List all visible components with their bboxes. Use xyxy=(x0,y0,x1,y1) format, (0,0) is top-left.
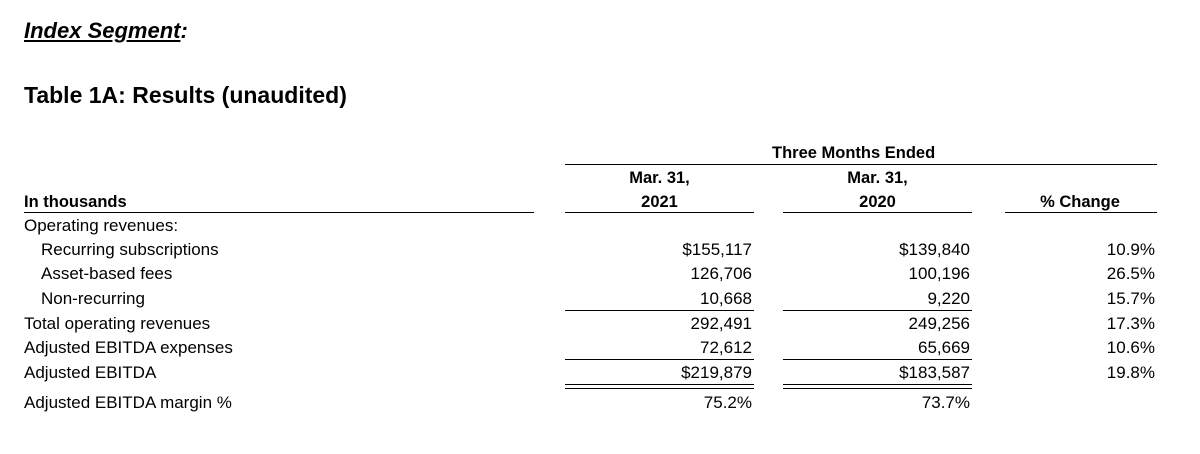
cell-2020-ebitda-margin: 73.7% xyxy=(921,393,970,412)
col-2021-header-line1: Mar. 31, xyxy=(629,169,690,187)
cell-2021-ebitda-expenses: 72,612 xyxy=(700,338,752,357)
label-header-rule xyxy=(24,212,534,213)
cell-2020-total-revenues: 249,256 xyxy=(908,314,970,333)
label-col-header: In thousands xyxy=(24,193,127,211)
cell-2020-non-recurring: 9,220 xyxy=(927,289,970,308)
col-2020-header-line1: Mar. 31, xyxy=(847,169,908,187)
segment-title xyxy=(24,18,188,44)
ebitda-rule-2021 xyxy=(565,359,754,360)
period-group-header: Three Months Ended xyxy=(772,144,936,162)
cell-change-asset-based: 26.5% xyxy=(1106,264,1155,283)
col-change-header-rule xyxy=(1005,212,1157,213)
cell-2020-recurring: $139,840 xyxy=(899,240,970,259)
row-label-recurring-subscriptions: Recurring subscriptions xyxy=(41,240,219,259)
cell-2021-ebitda-margin: 75.2% xyxy=(703,393,752,412)
row-label-adjusted-ebitda: Adjusted EBITDA xyxy=(24,363,157,382)
cell-change-total-revenues: 17.3% xyxy=(1106,314,1155,333)
double-rule-bottom-2020 xyxy=(783,388,972,389)
double-rule-top-2020 xyxy=(783,384,972,385)
row-label-operating-revenues: Operating revenues: xyxy=(24,216,179,235)
period-group-rule xyxy=(565,164,1157,165)
cell-2021-asset-based: 126,706 xyxy=(690,264,752,283)
ebitda-rule-2020 xyxy=(783,359,972,360)
col-2021-header-line2: 2021 xyxy=(641,193,678,211)
row-label-adjusted-ebitda-expenses: Adjusted EBITDA expenses xyxy=(24,338,233,357)
segment-title-text: Index Segment xyxy=(24,18,181,43)
cell-change-non-recurring: 15.7% xyxy=(1106,289,1155,308)
double-rule-top-2021 xyxy=(565,384,754,385)
col-2021-header-rule xyxy=(565,212,754,213)
cell-change-ebitda: 19.8% xyxy=(1106,363,1155,382)
cell-2020-asset-based: 100,196 xyxy=(908,264,970,283)
row-label-adjusted-ebitda-margin: Adjusted EBITDA margin % xyxy=(24,393,232,412)
double-rule-bottom-2021 xyxy=(565,388,754,389)
subtotal-rule-2020 xyxy=(783,310,972,311)
col-change-header: % Change xyxy=(1040,193,1120,211)
cell-2021-recurring: $155,117 xyxy=(682,240,752,259)
cell-2021-non-recurring: 10,668 xyxy=(700,289,752,308)
cell-change-recurring: 10.9% xyxy=(1106,240,1155,259)
segment-title-colon: : xyxy=(180,18,188,43)
cell-2021-ebitda: $219,879 xyxy=(681,363,752,382)
cell-2021-total-revenues: 292,491 xyxy=(690,314,752,333)
col-2020-header-rule xyxy=(783,212,972,213)
row-label-non-recurring: Non-recurring xyxy=(41,289,145,308)
table-title: Table 1A: Results (unaudited) xyxy=(24,82,347,108)
row-label-asset-based-fees: Asset-based fees xyxy=(41,264,173,283)
col-2020-header-line2: 2020 xyxy=(859,193,896,211)
cell-2020-ebitda-expenses: 65,669 xyxy=(918,338,970,357)
cell-change-ebitda-expenses: 10.6% xyxy=(1106,338,1155,357)
row-label-total-operating-revenues: Total operating revenues xyxy=(24,314,211,333)
subtotal-rule-2021 xyxy=(565,310,754,311)
cell-2020-ebitda: $183,587 xyxy=(899,363,970,382)
